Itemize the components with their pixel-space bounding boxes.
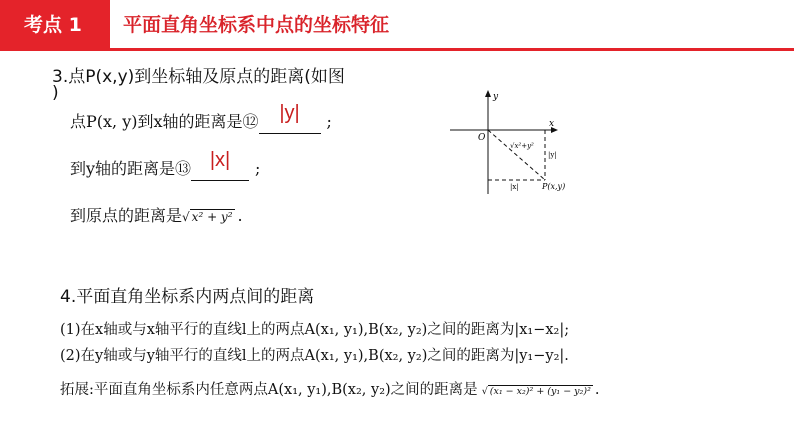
answer-13: |x|: [209, 149, 231, 171]
vertical-length-label: |y|: [548, 151, 557, 159]
topic-tag: 考点 1: [0, 0, 110, 50]
line1-end: ;: [326, 112, 332, 131]
header-rule: [0, 48, 794, 51]
y-axis-label: y: [493, 92, 499, 102]
origin-distance-radicand: x² + y²: [191, 210, 233, 224]
section4-heading: 4.平面直角坐标系内两点间的距离: [60, 287, 315, 307]
distance-to-x-axis-text: 点P(x, y)到x轴的距离是⑫: [70, 112, 259, 131]
answer-blank-12: [259, 102, 321, 134]
section3-heading-line1: 3.点P(x,y)到坐标轴及原点的距离(如图: [52, 67, 345, 87]
hypotenuse-line: [488, 130, 545, 180]
x-axis-label: x: [549, 119, 555, 129]
page-title: 平面直角坐标系中点的坐标特征: [123, 14, 390, 36]
coordinate-figure: [450, 88, 590, 198]
line3-end: .: [237, 206, 243, 225]
origin-distance-sqrt: √ x² + y²: [182, 210, 233, 224]
line2-end: ;: [255, 159, 261, 178]
origin-label: O: [478, 133, 486, 143]
distance-to-y-axis-line: [70, 149, 261, 181]
distance-to-origin-line: [70, 203, 243, 226]
section4-item1: (1)在x轴或与x轴平行的直线l上的两点A(x₁, y₁),B(x₂, y₂)之间的距离为|x₁−x₂|;: [60, 322, 570, 338]
two-point-distance-sqrt: √ (x₁ − x₂)² + (y₁ − y₂)²: [481, 386, 591, 397]
section4-item2: (2)在y轴或与y轴平行的直线l上的两点A(x₁, y₁),B(x₂, y₂)之间的距离为|y₁−y₂|.: [60, 348, 569, 364]
two-point-distance-radicand: (x₁ − x₂)² + (y₁ − y₂)²: [489, 386, 591, 397]
header-bar: [0, 0, 794, 50]
horizontal-length-label: |x|: [510, 183, 519, 191]
point-p-label: P(x,y): [542, 182, 566, 191]
y-axis-arrow: [485, 90, 491, 97]
answer-blank-13: [191, 149, 249, 181]
title-bar: [110, 0, 794, 50]
distance-to-origin-text: 到原点的距离是: [70, 206, 183, 225]
extension-text: 拓展:平面直角坐标系内任意两点A(x₁, y₁),B(x₂, y₂)之间的距离是: [60, 382, 478, 398]
section3-heading-line2: ): [52, 83, 59, 103]
answer-12: |y|: [279, 102, 300, 124]
hypotenuse-label: √x²+y²: [510, 142, 534, 150]
distance-to-y-axis-text: 到y轴的距离是⑬: [70, 159, 192, 178]
section4-extension-line: [60, 378, 599, 399]
extension-end: .: [594, 382, 600, 398]
distance-to-x-axis-line: [70, 102, 332, 134]
